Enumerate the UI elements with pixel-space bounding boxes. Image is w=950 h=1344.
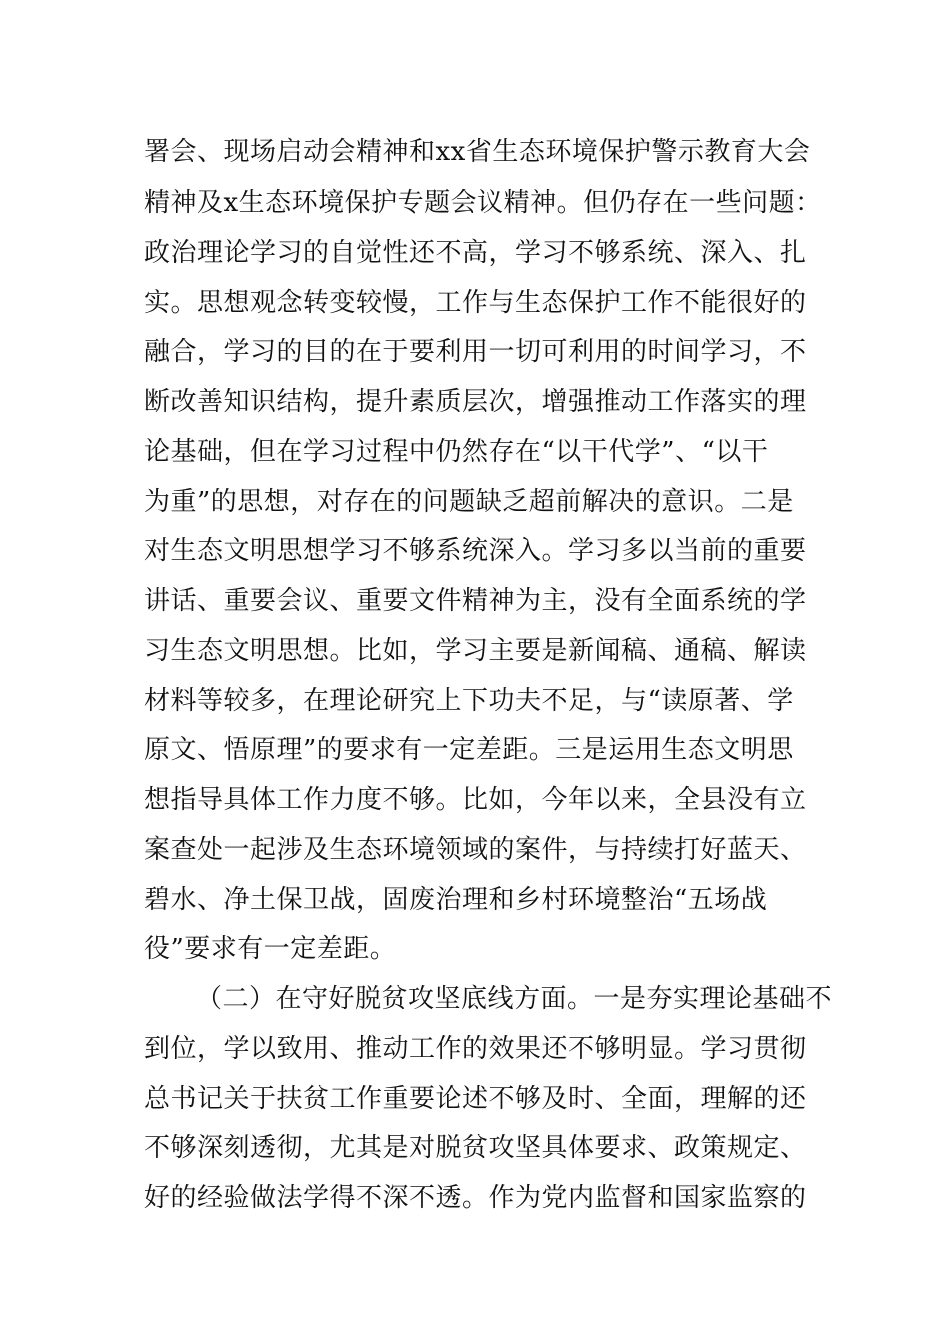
text-line: 断改善知识结构，提升素质层次，增强推动工作落实的理 xyxy=(144,387,807,417)
text-line: 融合，学习的目的在于要利用一切可利用的时间学习，不 xyxy=(144,337,807,367)
text-line: 碧水、净土保卫战，固废治理和乡村环境整治“五场战 xyxy=(144,885,768,915)
text-line: 论基础，但在学习过程中仍然存在“以干代学”、“以干 xyxy=(144,437,769,467)
text-line: 习生态文明思想。比如，学习主要是新闻稿、通稿、解读 xyxy=(144,636,807,666)
text-line: 总书记关于扶贫工作重要论述不够及时、全面，理解的还 xyxy=(144,1084,807,1114)
text-line: 案查处一起涉及生态环境领域的案件，与持续打好蓝天、 xyxy=(144,835,807,865)
text-line: 讲话、重要会议、重要文件精神为主，没有全面系统的学 xyxy=(144,586,807,616)
text-line: 不够深刻透彻，尤其是对脱贫攻坚具体要求、政策规定、 xyxy=(144,1133,807,1163)
text-line: 精神及x生态环境保护专题会议精神。但仍存在一些问题： xyxy=(144,188,822,218)
text-line: 原文、悟原理”的要求有一定差距。三是运用生态文明思 xyxy=(144,735,794,765)
text-line: 署会、现场启动会精神和xx省生态环境保护警示教育大会 xyxy=(144,137,811,167)
paragraph-heading-line: （二）在守好脱贫攻坚底线方面。一是夯实理论基础不 xyxy=(196,984,833,1014)
text-line: 到位，学以致用、推动工作的效果还不够明显。学习贯彻 xyxy=(144,1034,807,1064)
text-line: 为重”的思想，对存在的问题缺乏超前解决的意识。二是 xyxy=(144,487,794,517)
text-line: 役”要求有一定差距。 xyxy=(144,934,397,964)
text-line: 材料等较多，在理论研究上下功夫不足，与“读原著、学 xyxy=(144,686,794,716)
text-line: 对生态文明思想学习不够系统深入。学习多以当前的重要 xyxy=(144,536,807,566)
text-line: 实。思想观念转变较慢，工作与生态保护工作不能很好的 xyxy=(144,288,807,318)
text-line: 好的经验做法学得不深不透。作为党内监督和国家监察的 xyxy=(144,1183,807,1213)
text-line: 政治理论学习的自觉性还不高，学习不够系统、深入、扎 xyxy=(144,238,807,268)
text-line: 想指导具体工作力度不够。比如，今年以来，全县没有立 xyxy=(144,785,807,815)
